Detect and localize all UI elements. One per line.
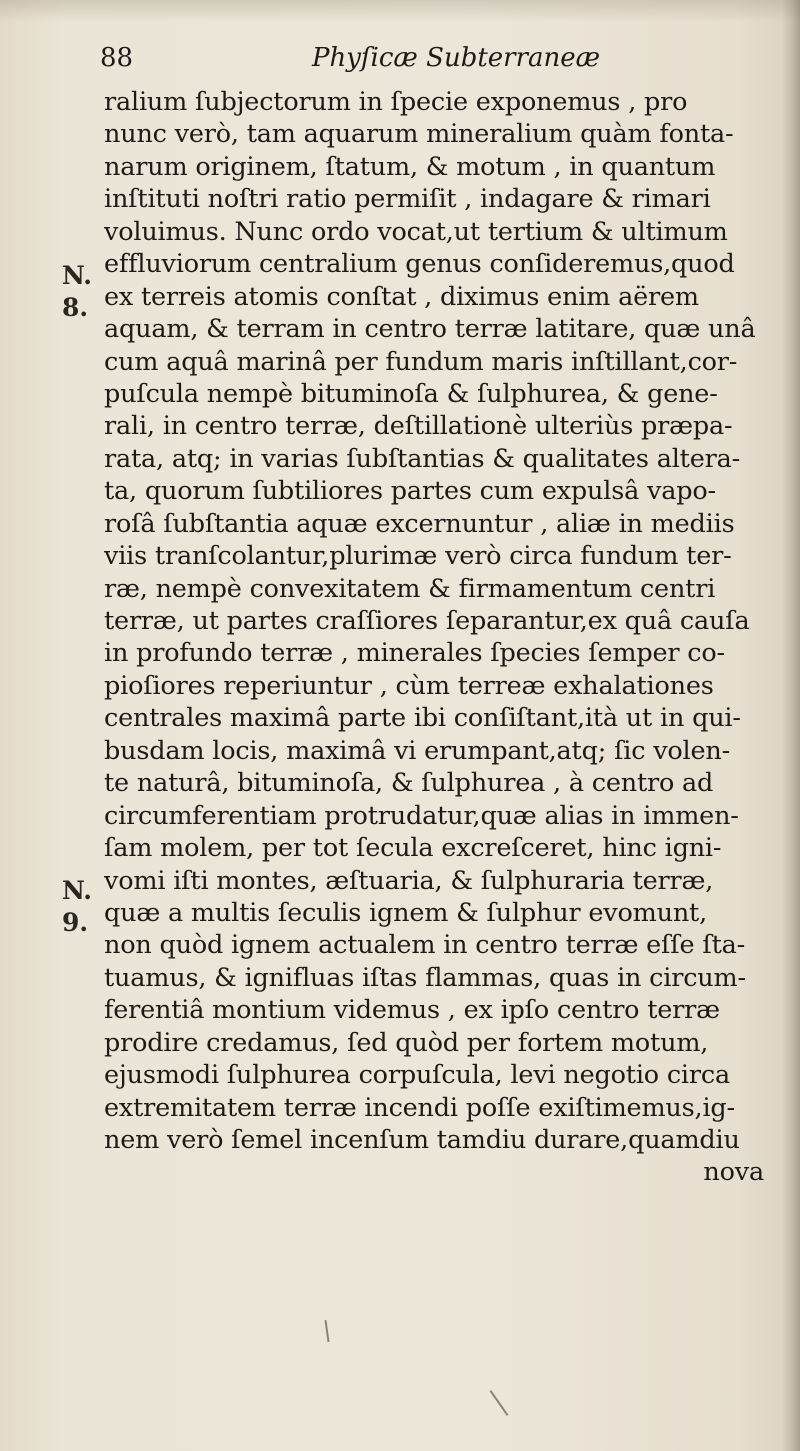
margin-note-n9 — [62, 875, 98, 939]
page-header — [100, 38, 620, 78]
margin-note-label: N. — [62, 261, 92, 290]
paper-speck — [324, 1320, 329, 1342]
margin-note-number: 8. — [62, 293, 89, 322]
text-line: quæ a multis ſeculis ignem & ſulphur evomunt, — [104, 897, 708, 928]
page-number: 88 — [100, 43, 134, 73]
text-line: effluviorum centralium genus conſideremus,quod — [104, 249, 735, 280]
text-line: non quòd ignem actualem in centro terræ eſſe ſta- — [104, 930, 746, 961]
text-line: ta, quorum ſubtiliores partes cum expulsâ vapo- — [104, 476, 716, 507]
text-line: prodire credamus, ſed quòd per fortem motum, — [104, 1027, 709, 1058]
text-line: aquam, & terram in centro terræ latitare, quæ unâ — [104, 314, 756, 345]
text-line: nem verò ſemel incenſum tamdiu durare,quamdiu — [104, 1125, 740, 1155]
margin-note-number: 9. — [62, 908, 89, 937]
text-line: in profundo terræ , minerales ſpecies ſemper co- — [104, 638, 725, 669]
text-line: vomi iſti montes, æſtuaria, & ſulphuraria terræ, — [104, 865, 714, 896]
text-line: narum originem, ſtatum, & motum , in quantum — [104, 151, 716, 182]
catchword: nova — [703, 1157, 764, 1188]
text-line: ralium ſubjectorum in ſpecie exponemus , pro — [104, 87, 688, 117]
text-line: pioſiores reperiuntur , cùm terreæ exhalationes — [104, 670, 714, 701]
text-line: centrales maximâ parte ibi conſiſtant,ità ut in qui- — [104, 703, 741, 734]
text-line: ex terreis atomis conſtat , diximus enim aërem — [104, 281, 699, 312]
text-line: extremitatem terræ incendi poſſe exiſtimemus,ig- — [104, 1092, 735, 1123]
text-line: ferentiâ montium videmus , ex ipſo centro terræ — [104, 995, 720, 1026]
paper-speck — [490, 1390, 509, 1416]
text-line: cum aquâ marinâ per fundum maris inſtillant,cor- — [104, 346, 738, 377]
text-line: voluimus. Nunc ordo vocat,ut tertium & ultimum — [104, 216, 728, 247]
body-text — [104, 86, 768, 1189]
text-line: ejusmodi ſulphurea corpuſcula, levi negotio circa — [104, 1060, 730, 1091]
text-line: inſtituti noſtri ratio permiſit , indagare & rimari — [104, 184, 711, 215]
text-line: puſcula nempè bituminoſa & ſulphurea, & gene- — [104, 378, 718, 409]
text-line: terræ, ut partes craſſiores ſeparantur,ex quâ cauſa — [104, 606, 750, 636]
text-line: tuamus, & ignifluas iſtas flammas, quas in circum- — [104, 962, 746, 993]
running-title: Phyſicæ Subterraneæ — [312, 43, 601, 73]
text-line: nunc verò, tam aquarum mineralium quàm fonta- — [104, 119, 734, 150]
text-line: rata, atq; in varias ſubſtantias & qualitates altera- — [104, 443, 741, 474]
text-line: ræ, nempè convexitatem & firmamentum centri — [104, 573, 716, 604]
margin-note-n8 — [62, 260, 98, 324]
text-line: circumferentiam protrudatur,quæ alias in immen- — [104, 800, 739, 831]
text-line: roſâ ſubſtantia aquæ excernuntur , aliæ in mediis — [104, 508, 735, 539]
page-gutter-shadow — [782, 0, 800, 1451]
margin-note-label: N. — [62, 876, 92, 905]
text-line: busdam locis, maximâ vi erumpant,atq; ſic volen- — [104, 735, 731, 766]
text-line: ſam molem, per tot ſecula excreſceret, hinc igni- — [104, 833, 722, 864]
text-line: te naturâ, bituminoſa, & ſulphurea , à centro ad — [104, 768, 714, 799]
page-top-shadow — [0, 0, 800, 22]
text-line: rali, in centro terræ, deſtillationè ulteriùs præpa- — [104, 411, 733, 442]
text-line: viis tranſcolantur,plurimæ verò circa fundum ter- — [104, 541, 732, 572]
